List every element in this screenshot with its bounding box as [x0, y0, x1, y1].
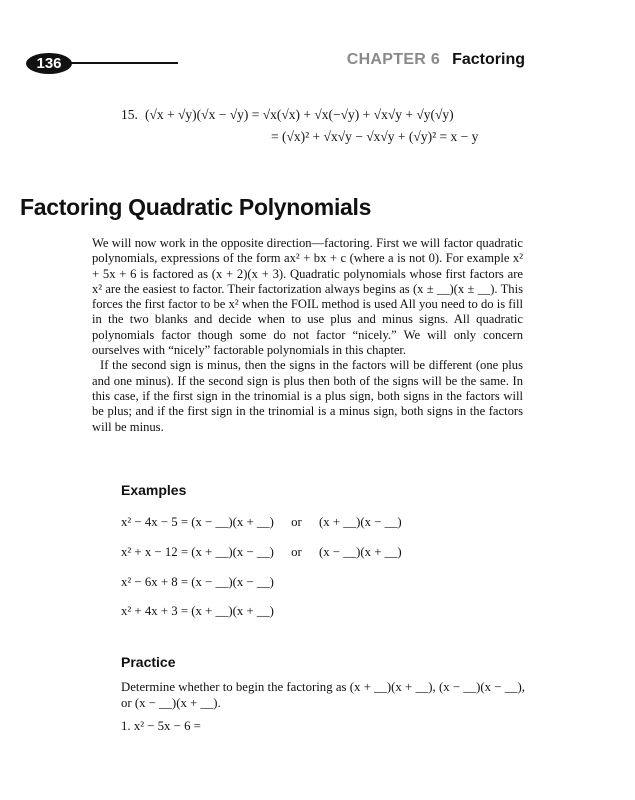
practice-question-1-text: x² − 5x − 6 = — [133, 719, 201, 733]
example-1-or: or — [291, 515, 302, 529]
example-3 — [121, 575, 274, 590]
practice-instruction — [121, 679, 525, 711]
running-head — [347, 51, 525, 69]
practice-heading: Practice — [121, 654, 176, 670]
example-2-or: or — [291, 545, 302, 559]
example-1-form-1: (x − __)(x + __) — [191, 515, 274, 529]
problem-15-equation-1: (√x + √y)(√x − √y) = √x(√x) + √x(−√y) + √x√y + √y(√y) — [145, 107, 454, 122]
examples-heading: Examples — [121, 482, 187, 498]
example-2 — [121, 545, 402, 560]
chapter-topic: Factoring — [452, 51, 525, 68]
problem-15-line-2 — [121, 126, 478, 148]
practice-question-1-number: 1. — [121, 719, 131, 733]
paragraph-1: We will now work in the opposite direction—factoring. First we will factor quadratic polynomials, expressions of the form ax² + bx + c (where a is not 0). For example x² + 5x + 6 is factored as (x + 2)(x + 3). Quadratic polynomials whose first factors are x² are the easiest to factor. Their factorization always begins as (x ± __)(x ± __). This forces the first factor to be x² when the FOIL method is used All you need to do is fill in the two blanks and decide when to use plus and minus signs. All quadratic polynomials factor though some do not factor “nicely.” We will only concern ourselves with “nicely” factorable polynomials in this chapter. — [92, 236, 523, 358]
section-body — [92, 236, 523, 435]
example-4-lhs: x² + 4x + 3 = — [121, 604, 189, 618]
example-4-form-1: (x + __)(x + __) — [191, 604, 274, 618]
header-rule — [70, 62, 178, 64]
example-2-form-2: (x − __)(x + __) — [319, 545, 402, 559]
example-2-form-1: (x + __)(x − __) — [191, 545, 274, 559]
example-1-form-2: (x + __)(x − __) — [319, 515, 402, 529]
problem-15-number: 15. — [121, 107, 138, 122]
example-1 — [121, 515, 402, 530]
chapter-label: CHAPTER 6 — [346, 51, 441, 68]
practice-question-1 — [121, 719, 201, 734]
section-title: Factoring Quadratic Polynomials — [20, 194, 372, 220]
example-2-lhs: x² + x − 12 = — [121, 545, 189, 559]
page-number-badge: 136 — [26, 53, 72, 74]
example-3-lhs: x² − 6x + 8 = — [121, 575, 189, 589]
example-3-form-1: (x − __)(x − __) — [191, 575, 274, 589]
problem-15 — [121, 104, 478, 148]
practice-instruction-text: Determine whether to begin the factoring as (x + __)(x + __), (x − __)(x − __), or (x − __)(x + __). — [121, 680, 525, 710]
example-4 — [121, 604, 274, 619]
paragraph-2: If the second sign is minus, then the signs in the factors will be different (one plus and one minus). If the second sign is plus then both of the signs will be the same. In this case, if the first sign in the trinomial is a plus sign, both signs in the factors will be plus; and if the first sign in the trinomial is a minus sign, both signs in the factors will be minus. — [92, 358, 523, 434]
example-1-lhs: x² − 4x − 5 = — [121, 515, 189, 529]
problem-15-line-1 — [121, 104, 478, 126]
problem-15-equation-2: = (√x)² + √x√y − √x√y + (√y)² = x − y — [271, 129, 479, 144]
